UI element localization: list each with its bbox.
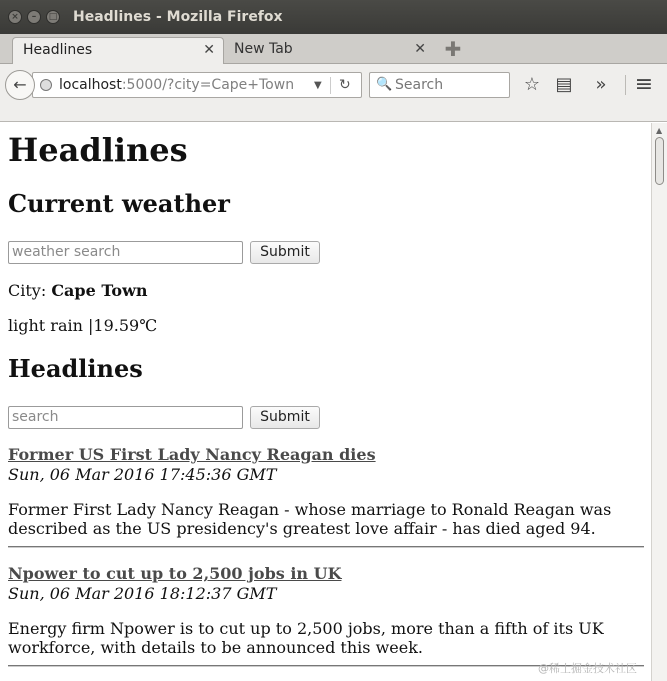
headlines-search-input[interactable]: search [8, 406, 243, 429]
window-title: Headlines - Mozilla Firefox [73, 9, 283, 25]
window-titlebar [0, 0, 667, 34]
url-history-dropdown-icon[interactable]: ▼ [314, 80, 322, 91]
tab-label: New Tab [234, 41, 293, 57]
city-line [8, 281, 148, 300]
tab-strip [0, 34, 667, 64]
weather-heading: Current weather [8, 189, 230, 218]
article-summary: Energy firm Npower is to cut up to 2,500 jobs, more than a fifth of its UK workforce, with details to be announced this week. [8, 619, 604, 657]
weather-description: light rain |19.59℃ [8, 316, 158, 335]
navigation-toolbar [0, 64, 667, 122]
weather-search-input[interactable]: weather search [8, 241, 243, 264]
headlines-heading: Headlines [8, 354, 143, 383]
minimize-window-button[interactable]: – [27, 10, 41, 24]
weather-submit-button[interactable]: Submit [250, 241, 320, 264]
reader-list-icon[interactable]: ▤ [555, 74, 573, 95]
city-label: City: [8, 281, 47, 300]
article-title-link[interactable]: Former US First Lady Nancy Reagan dies [8, 445, 376, 464]
scrollbar-thumb[interactable] [655, 137, 664, 185]
toolbar-divider [625, 75, 626, 95]
tab-close-icon[interactable]: ✕ [203, 42, 215, 58]
search-icon: 🔍 [376, 77, 393, 92]
reload-icon[interactable]: ↻ [339, 77, 351, 93]
tab-headlines[interactable] [12, 37, 224, 65]
page-title: Headlines [8, 131, 188, 169]
page-scrollbar[interactable] [651, 123, 667, 681]
search-input[interactable] [369, 72, 510, 98]
url-bar[interactable] [32, 72, 362, 98]
article-divider [8, 546, 644, 548]
article-date: Sun, 06 Mar 2016 18:12:37 GMT [8, 584, 277, 603]
article-item [8, 445, 644, 548]
page-content [0, 123, 651, 681]
url-bar-divider [330, 77, 331, 94]
tab-label: Headlines [23, 42, 93, 58]
article-summary: Former First Lady Nancy Reagan - whose marriage to Ronald Reagan was described as the US presidency's greatest love affair - has died aged 94. [8, 500, 612, 538]
watermark: @稀土掘金技术社区 [538, 662, 637, 675]
maximize-window-button[interactable]: □ [46, 10, 60, 24]
article-title-link[interactable]: Npower to cut up to 2,500 jobs in UK [8, 564, 342, 583]
hamburger-menu-icon[interactable]: ≡ [634, 72, 654, 97]
url-path: :5000/?city=Cape+Town [121, 77, 295, 93]
scroll-up-arrow-icon[interactable]: ▲ [656, 126, 663, 135]
tab-new-tab[interactable] [224, 37, 434, 65]
url-text [59, 73, 294, 97]
overflow-chevron-icon[interactable]: » [595, 74, 607, 95]
article-item [8, 564, 644, 667]
site-identity-icon[interactable] [40, 79, 52, 91]
city-value: Cape Town [51, 281, 148, 300]
tab-close-icon[interactable]: ✕ [414, 41, 426, 57]
search-placeholder: Search [395, 77, 444, 93]
url-host: localhost [59, 77, 122, 93]
close-window-button[interactable]: × [8, 10, 22, 24]
new-tab-button[interactable]: ✚ [444, 37, 462, 61]
back-button[interactable]: ← [5, 70, 35, 100]
headlines-submit-button[interactable]: Submit [250, 406, 320, 429]
article-date: Sun, 06 Mar 2016 17:45:36 GMT [8, 465, 277, 484]
bookmark-star-icon[interactable]: ☆ [523, 74, 541, 95]
